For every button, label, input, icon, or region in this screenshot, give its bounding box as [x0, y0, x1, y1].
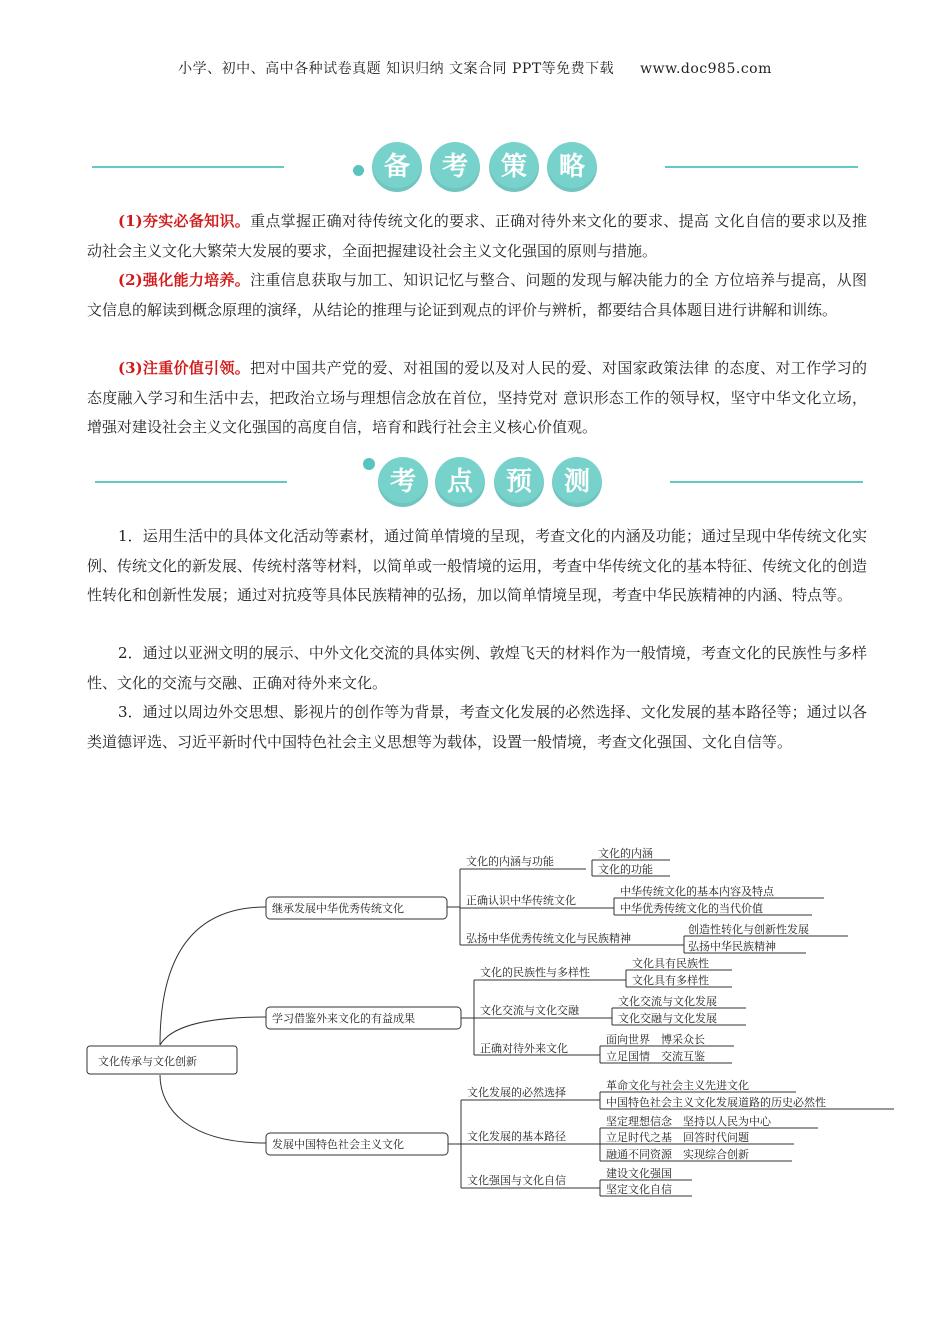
banner-char: 考 [378, 457, 428, 507]
banner-char: 测 [552, 457, 602, 507]
banner-char: 略 [547, 142, 597, 192]
mindmap-leaf: 文化的内涵 [598, 847, 653, 860]
mindmap-leaf: 面向世界 博采众长 [606, 1033, 705, 1046]
mindmap-leaf: 建设文化强国 [606, 1167, 672, 1180]
mindmap-leaf: 文化具有多样性 [632, 974, 709, 987]
banner-char: 预 [494, 457, 544, 507]
mindmap-leaf: 立足时代之基 回答时代问题 [606, 1131, 749, 1144]
mindmap-sub: 文化发展的基本路径 [467, 1130, 566, 1143]
mindmap-leaf: 坚定理想信念 坚持以人民为中心 [606, 1115, 771, 1128]
header-text: 小学、初中、高中各种试卷真题 知识归纳 文案合同 PPT等免费下载 [178, 61, 615, 77]
prediction-paragraph-2: 2．通过以亚洲文明的展示、中外文化交流的具体实例、敦煌飞天的材料作为一般情境，考查文化的民族性与多样性、文化的交流与交融、正确对待外来文化。 [87, 644, 867, 692]
connector-root-branch2 [160, 1017, 266, 1045]
mindmap-leaf: 中国特色社会主义文化发展道路的历史必然性 [606, 1096, 826, 1109]
mindmap-leaf: 文化交流与文化发展 [618, 995, 717, 1008]
mindmap-sub: 文化的内涵与功能 [466, 855, 554, 868]
mindmap-root: 文化传承与文化创新 [98, 1055, 197, 1068]
mindmap-sub: 弘扬中华优秀传统文化与民族精神 [466, 932, 631, 945]
mindmap-leaf: 文化交融与文化发展 [618, 1012, 717, 1025]
strategy-text-2: 注重信息获取与加工、知识记忆与整合、问题的发现与解决能力的全 方位培养与提高，从图文信息的解读到概念原理的演绎，从结论的推理与论证到观点的评价与辨析，都要结合具体题目进行讲解和训练。 [87, 271, 867, 319]
mindmap-leaf: 融通不同资源 实现综合创新 [606, 1148, 749, 1161]
banner-char: 策 [489, 142, 539, 192]
mindmap-branch-3: 发展中国特色社会主义文化 [272, 1138, 404, 1151]
mindmap-leaf: 文化具有民族性 [632, 957, 709, 970]
mindmap-sub: 正确对待外来文化 [480, 1042, 568, 1055]
mindmap-sub: 文化强国与文化自信 [467, 1174, 566, 1187]
banner-char: 考 [430, 142, 480, 192]
mindmap-sub: 文化交流与文化交融 [480, 1004, 579, 1017]
mindmap-leaf: 弘扬中华民族精神 [688, 940, 776, 953]
strategy-text-3: 把对中国共产党的爱、对祖国的爱以及对人民的爱、对国家政策法律 的态度、对工作学习的态度融入学习和生活中去，把政治立场与理想信念放在首位，坚持党对 意识形态工作的领导权，坚守中华文化立场，增强对建设社会主义文化强国的高度自信，培育和践行社会主义核心价值观。 [87, 359, 867, 436]
prediction-paragraph-3: 3．通过以周边外交思想、影视片的创作等为背景，考查文化发展的必然选择、文化发展的基本路径等；通过以各类道德评选、习近平新时代中国特色社会主义思想等为载体，设置一般情境，考查文化强国、文化自信等。 [87, 703, 867, 751]
strategy-label-1: (1)夯实必备知识。 [118, 212, 251, 230]
mindmap-leaf: 中华优秀传统文化的当代价值 [620, 902, 763, 915]
connector-root-branch3 [160, 1075, 266, 1143]
mindmap-leaf: 中华传统文化的基本内容及特点 [620, 885, 774, 898]
strategy-text-1: 重点掌握正确对待传统文化的要求、正确对待外来文化的要求、提高 文化自信的要求以及推动社会主义文化大繁荣大发展的要求，全面把握建设社会主义文化强国的原则与措施。 [87, 212, 867, 260]
strategy-label-2: (2)强化能力培养。 [118, 271, 251, 289]
banner-char: 点 [435, 457, 485, 507]
mindmap-leaf: 文化的功能 [598, 863, 653, 876]
header-site-link[interactable]: www.doc985.com [640, 61, 772, 77]
mindmap-leaf: 立足国情 交流互鉴 [606, 1050, 705, 1063]
mindmap-leaf: 创造性转化与创新性发展 [688, 923, 809, 936]
mindmap-sub: 文化的民族性与多样性 [480, 966, 590, 979]
connector-root-branch1 [160, 907, 266, 1045]
banner-char: 备 [372, 142, 422, 192]
mindmap-branch-1: 继承发展中华优秀传统文化 [272, 902, 404, 915]
strategy-label-3: (3)注重价值引领。 [118, 359, 251, 377]
mindmap-leaf: 坚定文化自信 [606, 1183, 672, 1196]
mindmap-sub: 文化发展的必然选择 [467, 1086, 566, 1099]
mindmap-branch-2: 学习借鉴外来文化的有益成果 [272, 1012, 415, 1025]
mindmap-sub: 正确认识中华传统文化 [466, 894, 576, 907]
prediction-paragraph-1: 1．运用生活中的具体文化活动等素材，通过简单情境的呈现，考查文化的内涵及功能；通过呈现中华传统文化实例、传统文化的新发展、传统村落等材料，以简单或一般情境的运用，考查中华传统文化的基本特征、传统文化的创造性转化和创新性发展；通过对抗疫等具体民族精神的弘扬，加以简单情境呈现，考查中华民族精神的内涵、特点等。 [87, 527, 868, 604]
mindmap-leaf: 革命文化与社会主义先进文化 [606, 1079, 749, 1092]
